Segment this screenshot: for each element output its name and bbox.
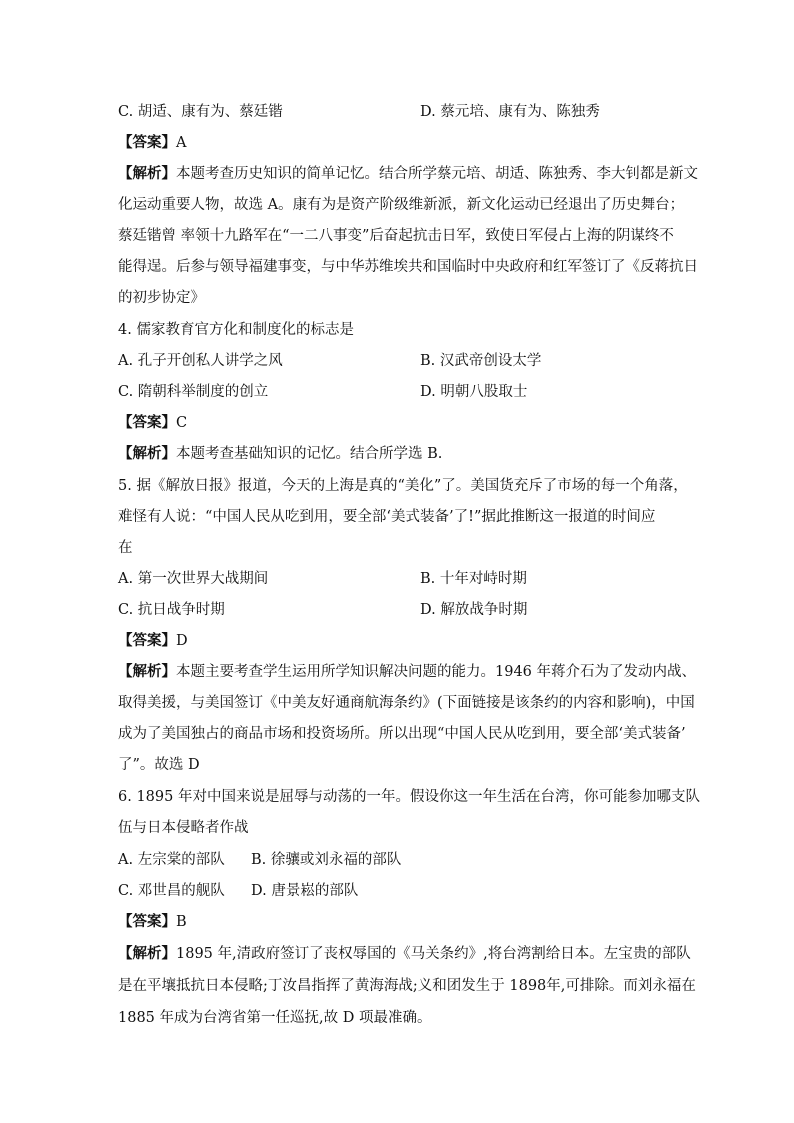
explanation-label: 【解析】: [118, 663, 176, 680]
q3-explanation-line-2: 化运动重要人物，故选 A。康有为是资产阶级维新派，新文化运动已经退出了历史舞台；: [118, 197, 685, 213]
q3-explanation-line-5: 的初步协定》: [118, 290, 205, 306]
q6-option-d: D. 唐景崧的部队: [251, 883, 359, 899]
explanation-label: 【解析】: [118, 945, 176, 962]
q3-explanation-line-4: 能得逞。后参与领导福建事变，与中华苏维埃共和国临时中央政府和红军签订了《反蒋抗日: [118, 259, 698, 275]
q5-option-b: B. 十年对峙时期: [420, 571, 527, 587]
q5-explanation-line-1: [118, 662, 697, 682]
q3-explanation-line-1: [118, 164, 698, 184]
q4-option-c: C. 隋朝科举制度的创立: [118, 384, 269, 400]
explanation-label: 【解析】: [118, 165, 176, 182]
q6-stem-line-2: 伍与日本侵略者作战: [118, 820, 249, 836]
q5-option-c: C. 抗日战争时期: [118, 602, 225, 618]
explanation-text: 本题主要考查学生运用所学知识解决问题的能力。1946 年蒋介石为了发动内战、: [176, 664, 697, 680]
q6-option-b: B. 徐骧或刘永福的部队: [251, 852, 402, 868]
answer-value: C: [176, 415, 188, 431]
q6-option-c: C. 邓世昌的舰队: [118, 883, 225, 899]
q6-explanation-line-3: 1885 年成为台湾省第一任巡抚,故 D 项最准确。: [118, 1010, 432, 1026]
q6-explanation-line-2: 是在平壤抵抗日本侵略;丁汝昌指挥了黄海海战;义和团发生于 1898年,可排除。而刘永福在: [118, 978, 696, 994]
q5-explanation-line-2: 取得美援，与美国签订《中美友好通商航海条约》(下面链接是该条约的内容和影响)，中国: [118, 695, 695, 711]
q5-stem-line-1: 5. 据《解放日报》报道，今天的上海是真的“美化”了。美国货充斥了市场的每一个角落，: [118, 478, 688, 494]
q4-stem: 4. 儒家教育官方化和制度化的标志是: [118, 322, 354, 338]
q5-stem-line-2: 难怪有人说：“中国人民从吃到用，要全部‘美式装备’了!”据此推断这一报道的时间应: [118, 509, 656, 525]
q4-option-a: A. 孔子开创私人讲学之风: [118, 353, 283, 369]
q6-answer: [118, 912, 684, 932]
q4-answer: [118, 413, 684, 433]
q3-option-c: C. 胡适、康有为、蔡廷锴: [118, 104, 283, 120]
q5-option-d: D. 解放战争时期: [420, 602, 528, 618]
q6-explanation-line-1: [118, 944, 691, 964]
q5-stem-line-3: 在: [118, 540, 133, 556]
q4-explanation: [118, 444, 684, 464]
explanation-text: 本题考查历史知识的简单记忆。结合所学蔡元培、胡适、陈独秀、李大钊都是新文: [176, 166, 698, 182]
answer-value: A: [176, 135, 187, 151]
q3-answer: [118, 133, 684, 153]
explanation-text: 本题考查基础知识的记忆。结合所学选 B.: [176, 446, 443, 462]
q5-explanation-line-3: 成为了美国独占的商品市场和投资场所。所以出现“中国人民从吃到用，要全部‘美式装备’: [118, 726, 686, 742]
q5-answer: [118, 631, 684, 651]
explanation-text: 1895 年,清政府签订了丧权辱国的《马关条约》,将台湾割给日本。左宝贵的部队: [176, 946, 691, 962]
q3-explanation-line-3: 蔡廷锴曾 率领十九路军在“一二八事变”后奋起抗击日军，致使日军侵占上海的阴谋终不: [118, 228, 674, 244]
answer-label: 【答案】: [118, 414, 176, 431]
answer-value: B: [176, 914, 187, 930]
q4-option-b: B. 汉武帝创设太学: [420, 353, 542, 369]
answer-label: 【答案】: [118, 134, 176, 151]
q3-option-d: D. 蔡元培、康有为、陈独秀: [420, 104, 600, 120]
answer-label: 【答案】: [118, 913, 176, 930]
explanation-label: 【解析】: [118, 445, 176, 462]
q5-explanation-line-4: 了”。故选 D: [118, 757, 200, 773]
answer-label: 【答案】: [118, 632, 176, 649]
q6-stem-line-1: 6. 1895 年对中国来说是屈辱与动荡的一年。假设你这一年生活在台湾，你可能参加哪支队: [118, 789, 700, 805]
q6-option-a: A. 左宗棠的部队: [118, 852, 225, 868]
answer-value: D: [176, 633, 188, 649]
q5-option-a: A. 第一次世界大战期间: [118, 571, 269, 587]
q4-option-d: D. 明朝八股取士: [420, 384, 528, 400]
